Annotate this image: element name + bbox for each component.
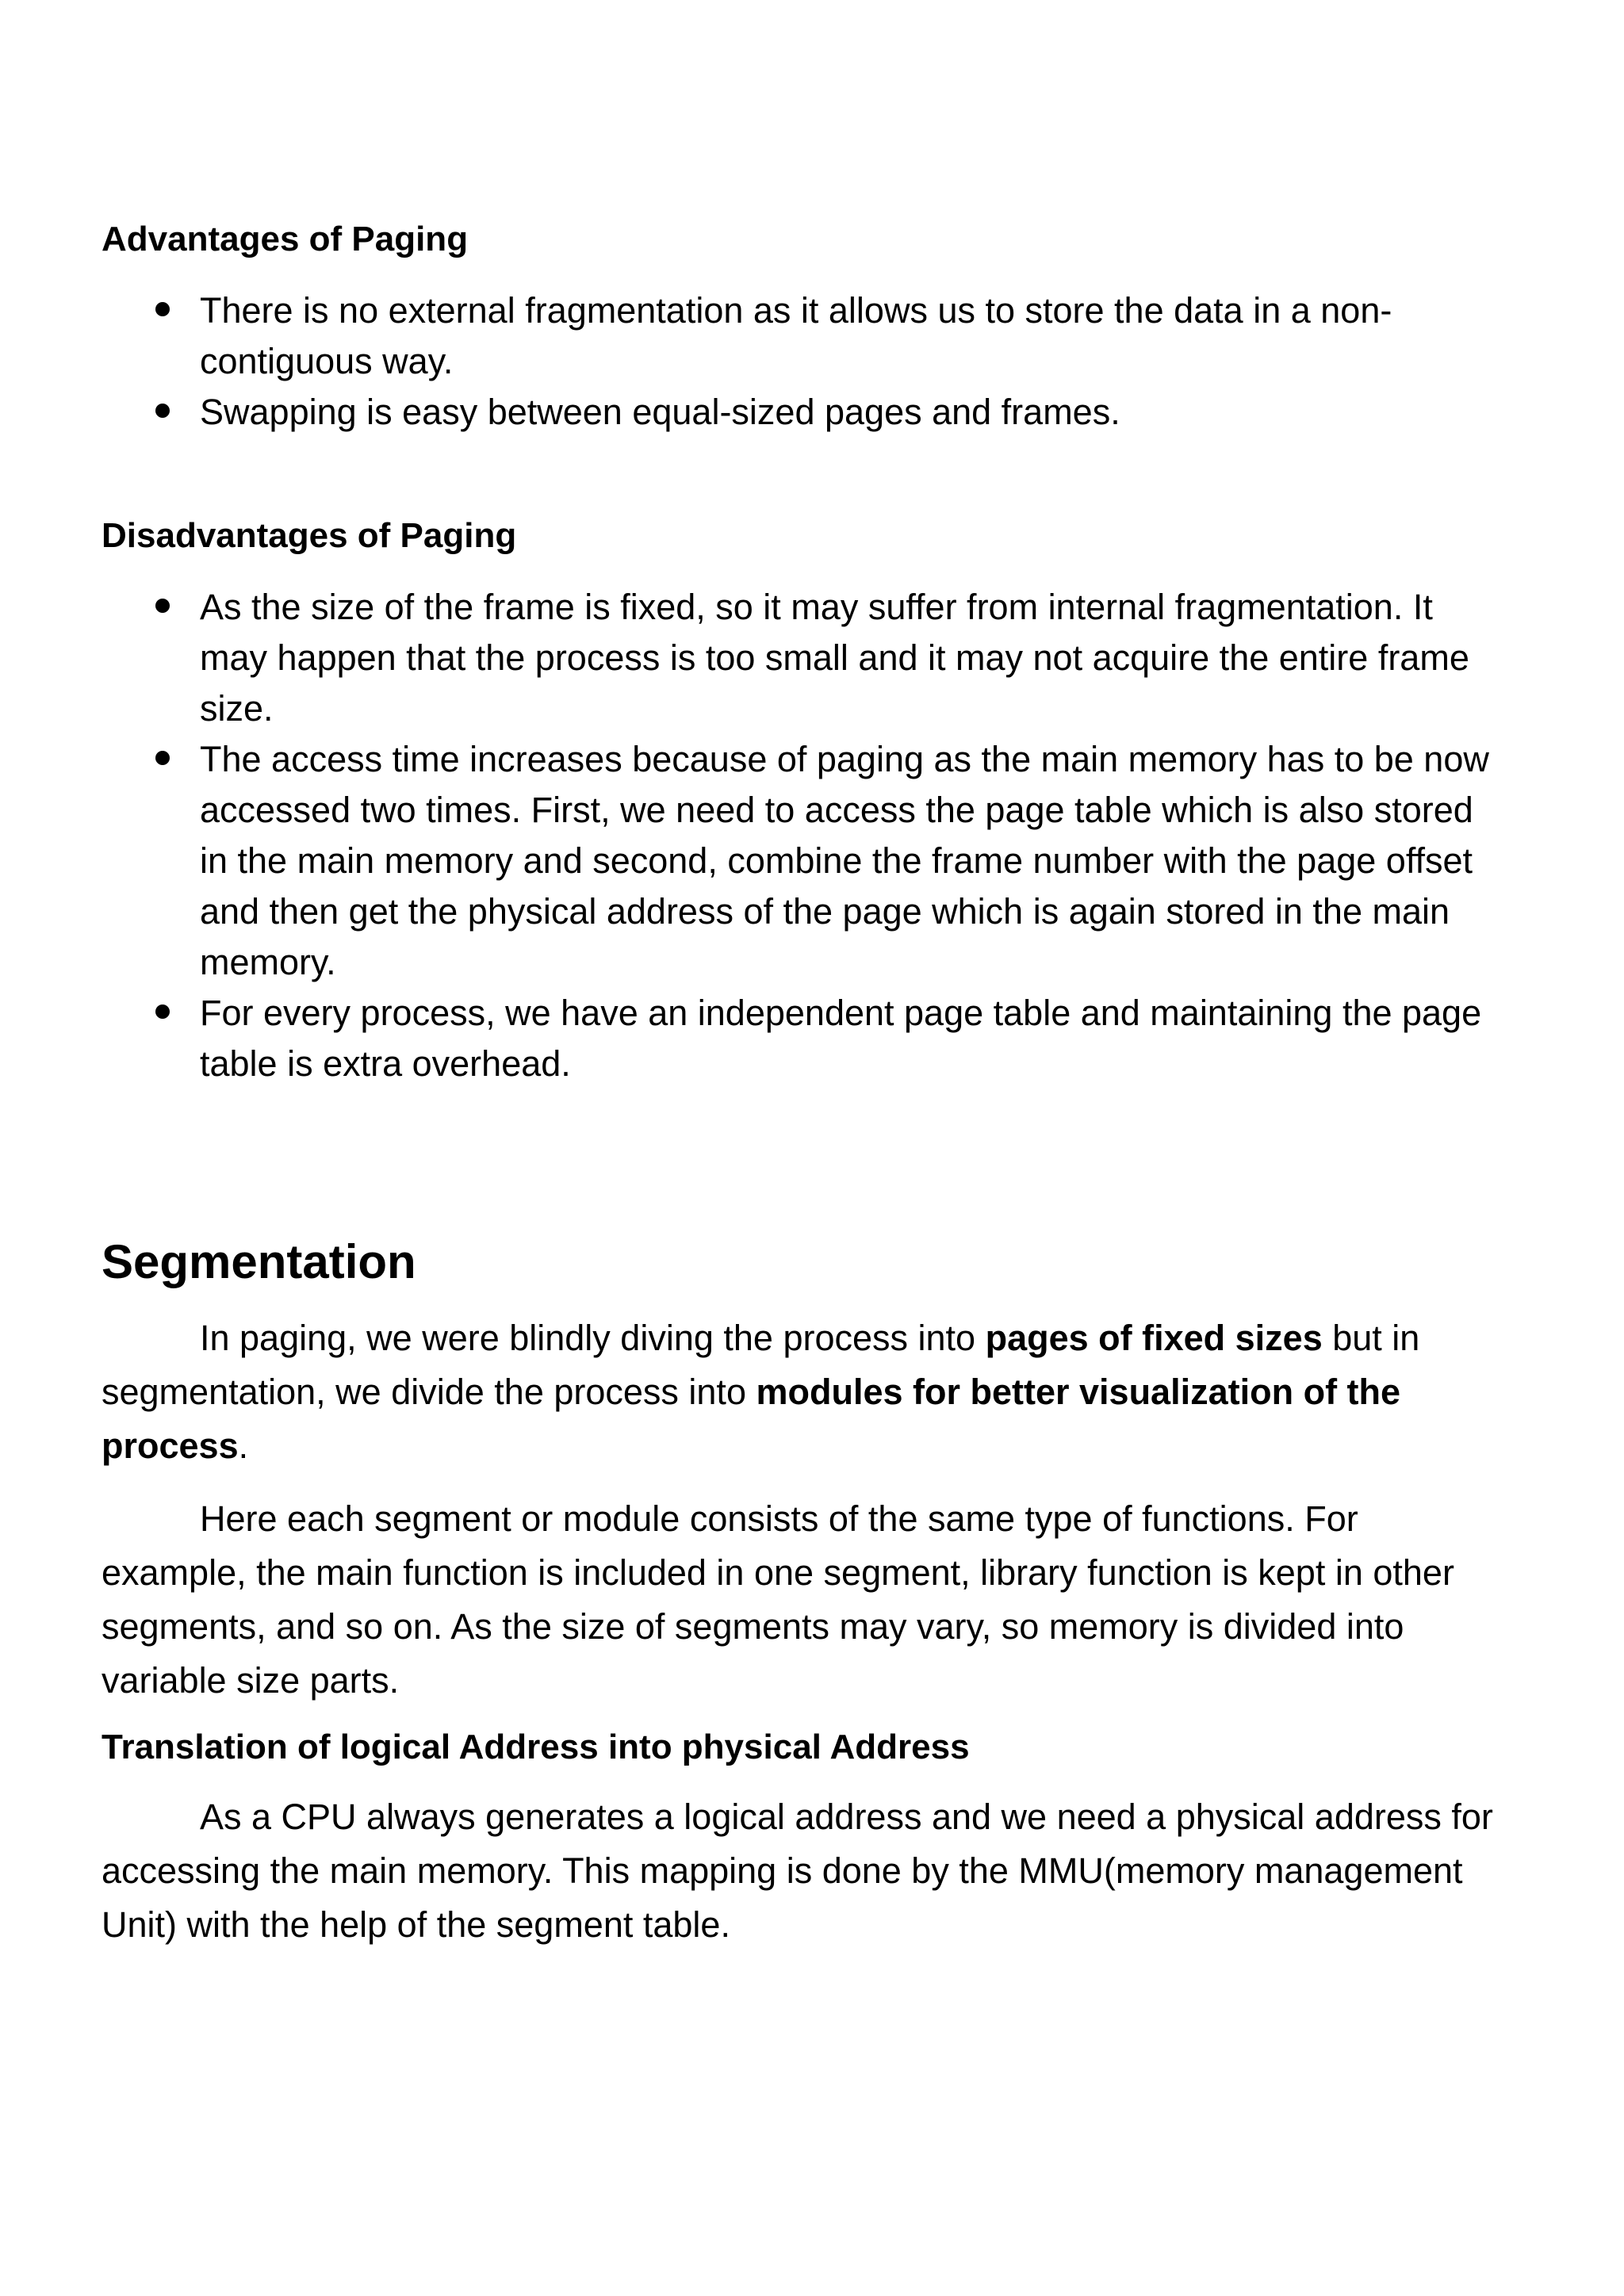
translation-heading: Translation of logical Address into physical Address	[102, 1728, 970, 1766]
segmentation-title: Segmentation	[102, 1235, 416, 1288]
segmentation-section	[102, 1230, 1505, 1708]
translation-section	[102, 1722, 1505, 1952]
list-item	[102, 734, 1505, 988]
advantages-list	[102, 285, 1505, 438]
list-item	[102, 387, 1505, 438]
para-bold-text: pages of fixed sizes	[985, 1318, 1323, 1358]
para-text: In paging, we were blindly diving the process into	[200, 1318, 986, 1358]
disadvantages-list	[102, 582, 1505, 1089]
advantages-heading: Advantages of Paging	[102, 220, 469, 258]
para-bold-text: modules for better visualization of the process	[102, 1372, 1401, 1466]
disadvantages-heading: Disadvantages of Paging	[102, 516, 517, 555]
list-item-text: Swapping is easy between equal-sized pages and frames.	[200, 392, 1120, 432]
list-item-text: There is no external fragmentation as it allows us to store the data in a non-contiguous way.	[200, 290, 1392, 381]
list-item	[102, 988, 1505, 1089]
bullet-icon	[155, 302, 170, 316]
bullet-icon	[155, 751, 170, 765]
bullet-icon	[155, 599, 170, 613]
bullet-icon	[155, 404, 170, 418]
list-item	[102, 582, 1505, 734]
segmentation-paragraph-1	[102, 1311, 1505, 1473]
bullet-icon	[155, 1004, 170, 1019]
advantages-section	[102, 214, 1505, 438]
para-text: but in segmentation, we divide the process into	[102, 1318, 1420, 1412]
list-item-text: As the size of the frame is fixed, so it may suffer from internal fragmentation. It may happen that the process is too small and it may not acquire the entire frame size.	[200, 587, 1469, 729]
disadvantages-section	[102, 511, 1505, 1089]
translation-paragraph: As a CPU always generates a logical address and we need a physical address for accessing the main memory. This mapping is done by the MMU(memory management Unit) with the help of the segment table.	[102, 1797, 1493, 1945]
list-item-text: For every process, we have an independent page table and maintaining the page table is extra overhead.	[200, 993, 1482, 1084]
para-text: .	[238, 1425, 249, 1466]
list-item	[102, 285, 1505, 387]
segmentation-paragraph-2: Here each segment or module consists of the same type of functions. For example, the main function is included in one segment, library function is kept in other segments, and so on. As the size of segments may vary, so memory is divided into variable size parts.	[102, 1498, 1454, 1701]
list-item-text: The access time increases because of paging as the main memory has to be now accessed two times. First, we need to access the page table which is also stored in the main memory and second, combine the frame number with the page offset and then get the physical address of the page which is again stored in the main memory.	[200, 739, 1489, 982]
